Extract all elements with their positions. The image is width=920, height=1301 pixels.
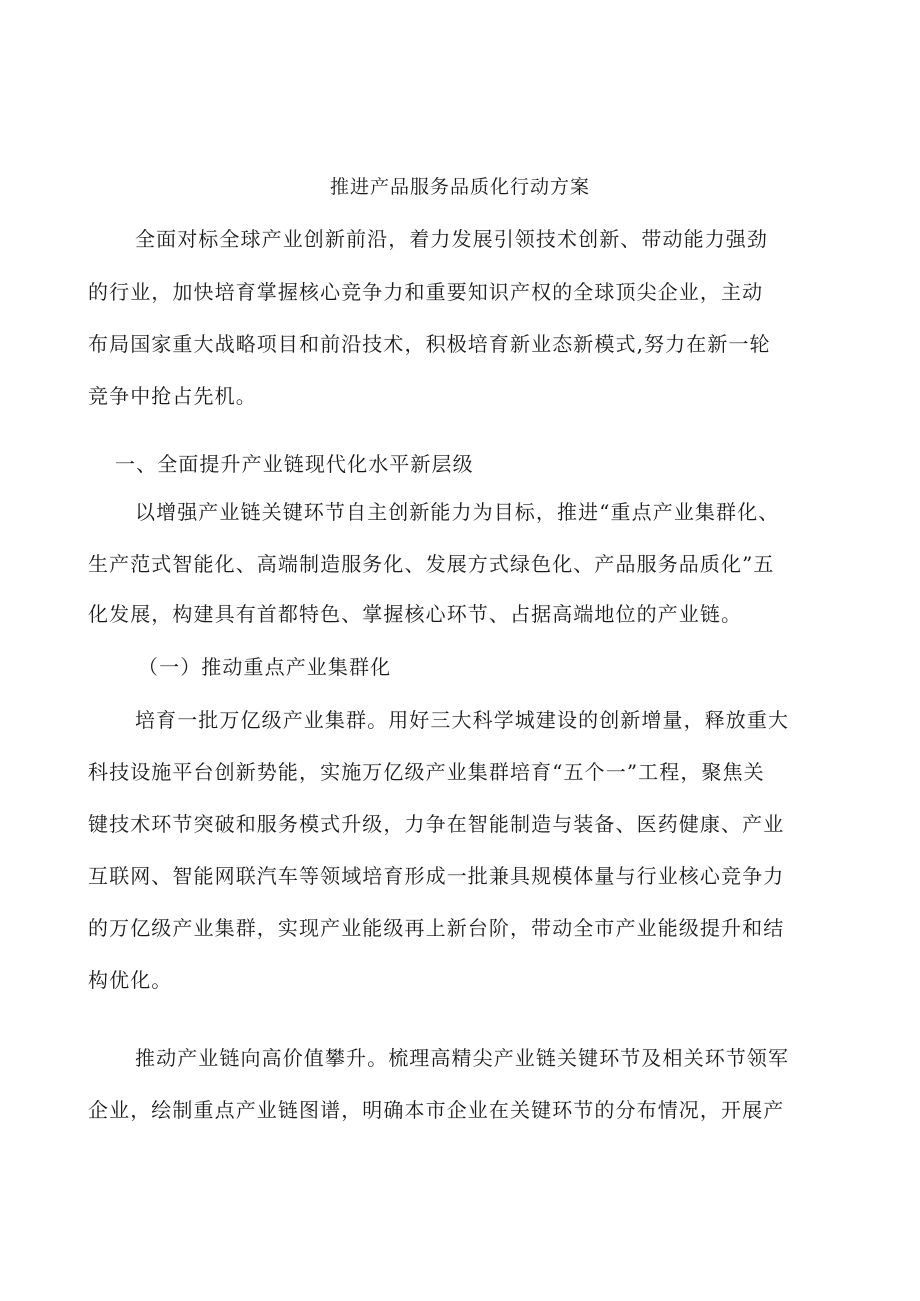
paragraph-line: 键技术环节突破和服务模式升级，力争在智能制造与装备、医药健康、产业 — [88, 812, 785, 836]
paragraph-line: 培育一批万亿级产业集群。用好三大科学城建设的创新增量，释放重大 — [135, 708, 790, 732]
paragraph-line: 以增强产业链关键环节自主创新能力为目标，推进“重点产业集群化、 — [135, 500, 780, 524]
paragraph-line: 竞争中抢占先机。 — [88, 384, 257, 408]
paragraph-line: 全面对标全球产业创新前沿，着力发展引领技术创新、带动能力强劲 — [135, 227, 768, 251]
paragraph-line: 化发展，构建具有首都特色、掌握核心环节、占据高端地位的产业链。 — [88, 602, 743, 626]
subsection-heading: （一）推动重点产业集群化 — [138, 655, 392, 679]
document-title: 推进产品服务品质化行动方案 — [329, 176, 590, 198]
paragraph-line: 互联网、智能网联汽车等领域培育形成一批兼具规模体量与行业核心竞争力 — [88, 864, 785, 888]
paragraph-line: 科技设施平台创新势能，实施万亿级产业集群培育“五个一”工程，聚焦关 — [88, 760, 765, 784]
paragraph-line: 的万亿级产业集群，实现产业能级再上新台阶，带动全市产业能级提升和结 — [88, 916, 785, 940]
section-heading: 一、全面提升产业链现代化水平新层级 — [115, 452, 474, 476]
paragraph-line: 构优化。 — [88, 968, 173, 992]
paragraph-line: 的行业，加快培育掌握核心竞争力和重要知识产权的全球顶尖企业，主动 — [88, 280, 764, 304]
paragraph-line: 推动产业链向高价值攀升。梳理高精尖产业链关键环节及相关环节领军 — [135, 1046, 790, 1070]
paragraph-line: 布局国家重大战略项目和前沿技术，积极培育新业态新模式,努力在新一轮 — [88, 332, 771, 356]
paragraph-line: 生产范式智能化、高端制造服务化、发展方式绿色化、产品服务品质化”五 — [88, 552, 775, 576]
paragraph-line: 企业，绘制重点产业链图谱，明确本市企业在关键环节的分布情况，开展产 — [88, 1098, 785, 1122]
